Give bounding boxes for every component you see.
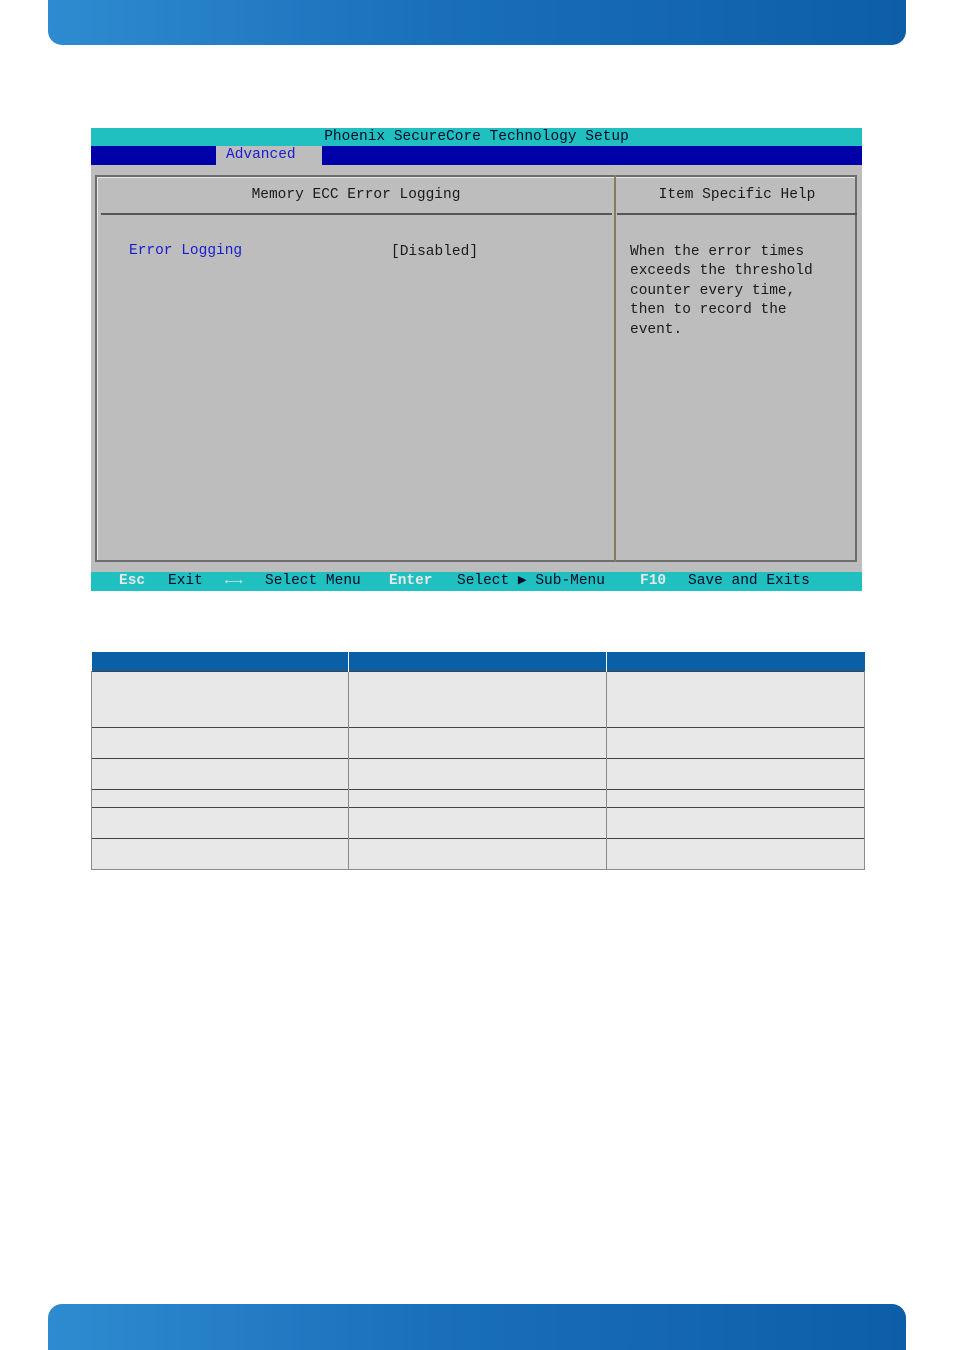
- pane-divider: [614, 175, 616, 562]
- table-row: [92, 728, 865, 759]
- table-cell: [349, 839, 607, 870]
- table-cell: [349, 790, 607, 808]
- help-text-line: then to record the: [630, 302, 787, 318]
- table-row: [92, 790, 865, 808]
- table-row: [92, 839, 865, 870]
- error-logging-option[interactable]: Error Logging: [129, 243, 243, 259]
- help-text-line: event.: [630, 322, 683, 338]
- bios-main-frame: [95, 175, 857, 562]
- table-cell: [92, 759, 349, 790]
- table-cell: [349, 728, 607, 759]
- table-header-cell: [92, 652, 349, 672]
- table-cell: [607, 672, 865, 728]
- table-cell: [607, 790, 865, 808]
- table-cell: [92, 672, 349, 728]
- table-cell: [607, 839, 865, 870]
- bios-title-bar: Phoenix SecureCore Technology Setup: [91, 128, 862, 146]
- table-cell: [92, 790, 349, 808]
- table-cell: [607, 728, 865, 759]
- arrows-key-icon: ←→: [225, 573, 243, 589]
- bios-menu-bar: [91, 146, 862, 165]
- f10-key: F10: [640, 573, 667, 589]
- table-row: [92, 672, 865, 728]
- esc-key-label: Exit: [168, 573, 203, 589]
- table-header-row: [92, 652, 865, 672]
- help-pane-title: Item Specific Help: [658, 187, 816, 203]
- help-text-line: counter every time,: [630, 283, 796, 299]
- left-pane-title: Memory ECC Error Logging: [251, 187, 461, 203]
- table-cell: [607, 808, 865, 839]
- table-header-cell: [349, 652, 607, 672]
- help-text-line: exceeds the threshold: [630, 263, 813, 279]
- table-cell: [349, 808, 607, 839]
- table-row: [92, 808, 865, 839]
- table-cell: [349, 672, 607, 728]
- bios-setup-screen: [91, 128, 862, 591]
- table-row: [92, 759, 865, 790]
- enter-key: Enter: [389, 573, 433, 589]
- enter-key-label: Select ▶ Sub-Menu: [457, 573, 605, 589]
- help-text-line: When the error times: [630, 244, 805, 260]
- esc-key: Esc: [119, 573, 146, 589]
- table-header-cell: [607, 652, 865, 672]
- left-pane-separator: [101, 213, 612, 215]
- table-cell: [349, 759, 607, 790]
- table-cell: [92, 808, 349, 839]
- table-cell: [92, 839, 349, 870]
- bios-key-legend: [91, 572, 862, 591]
- arrows-key-label: Select Menu: [265, 573, 361, 589]
- tab-advanced[interactable]: Advanced: [216, 146, 322, 165]
- help-pane-separator: [617, 213, 857, 215]
- settings-table: [91, 652, 865, 870]
- footer-banner: [48, 1304, 906, 1350]
- error-logging-value[interactable]: [Disabled]: [391, 244, 479, 260]
- header-banner: [48, 0, 906, 45]
- table-cell: [92, 728, 349, 759]
- table-cell: [607, 759, 865, 790]
- f10-key-label: Save and Exits: [688, 573, 810, 589]
